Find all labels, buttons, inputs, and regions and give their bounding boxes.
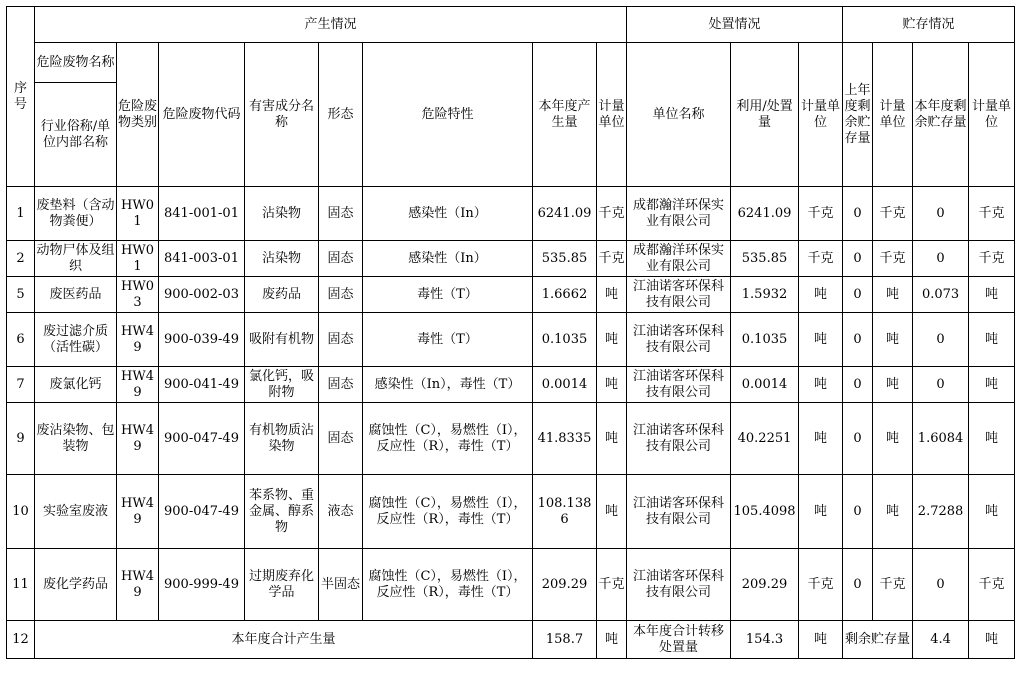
header-seq: 序号 — [7, 7, 35, 187]
cell-seq: 2 — [7, 241, 35, 277]
cell-unit1: 千克 — [597, 549, 627, 621]
header-code: 危险废物代码 — [159, 43, 245, 187]
cell-output: 535.85 — [533, 241, 597, 277]
cell-unit3: 千克 — [873, 187, 913, 241]
table-row — [7, 549, 1015, 621]
cell-category: HW49 — [117, 403, 159, 475]
cell-form: 固态 — [319, 313, 363, 367]
cell-unit2: 吨 — [799, 403, 843, 475]
cell-form: 固态 — [319, 187, 363, 241]
cell-seq: 10 — [7, 475, 35, 549]
cell-seq: 6 — [7, 313, 35, 367]
cell-harmful: 氯化钙，吸附物 — [245, 367, 319, 403]
cell-hazard: 腐蚀性（C），易燃性（I），反应性（R），毒性（T） — [363, 475, 533, 549]
header-form: 形态 — [319, 43, 363, 187]
cell-name: 废垫料（含动物粪便） — [35, 187, 117, 241]
cell-name: 废氯化钙 — [35, 367, 117, 403]
cell-unit4: 吨 — [969, 313, 1015, 367]
cell-unit3: 千克 — [873, 241, 913, 277]
cell-seq: 5 — [7, 277, 35, 313]
cell-output: 0.1035 — [533, 313, 597, 367]
cell-disposal: 535.85 — [731, 241, 799, 277]
cell-disposal: 40.2251 — [731, 403, 799, 475]
cell-unit4: 千克 — [969, 241, 1015, 277]
cell-unit1: 吨 — [597, 277, 627, 313]
table-row — [7, 277, 1015, 313]
cell-unit2: 千克 — [799, 187, 843, 241]
cell-unit3: 吨 — [873, 313, 913, 367]
cell-remain-storage: 0 — [913, 241, 969, 277]
cell-unit1: 千克 — [597, 187, 627, 241]
cell-remain-storage: 2.7288 — [913, 475, 969, 549]
header-hazard: 危险特性 — [363, 43, 533, 187]
total-output: 158.7 — [533, 621, 597, 659]
table-row — [7, 187, 1015, 241]
cell-remain-storage: 0 — [913, 549, 969, 621]
header-unit4: 计量单位 — [969, 43, 1015, 187]
cell-code: 900-041-49 — [159, 367, 245, 403]
cell-unit1: 千克 — [597, 241, 627, 277]
cell-company: 江油诺客环保科技有限公司 — [627, 475, 731, 549]
header-name-sub: 行业俗称/单位内部名称 — [35, 83, 117, 187]
group-storage: 贮存情况 — [843, 7, 1015, 43]
cell-category: HW03 — [117, 277, 159, 313]
cell-form: 固态 — [319, 403, 363, 475]
cell-prev-storage: 0 — [843, 549, 873, 621]
cell-hazard: 毒性（T） — [363, 313, 533, 367]
cell-company: 成都瀚洋环保实业有限公司 — [627, 187, 731, 241]
header-unit1: 计量单位 — [597, 43, 627, 187]
header-unit2: 计量单位 — [799, 43, 843, 187]
cell-prev-storage: 0 — [843, 277, 873, 313]
cell-unit3: 吨 — [873, 403, 913, 475]
cell-unit2: 吨 — [799, 367, 843, 403]
cell-seq: 11 — [7, 549, 35, 621]
cell-name: 废过滤介质（活性碳） — [35, 313, 117, 367]
header-company: 单位名称 — [627, 43, 731, 187]
cell-form: 半固态 — [319, 549, 363, 621]
cell-unit3: 吨 — [873, 277, 913, 313]
total-output-label: 本年度合计产生量 — [35, 621, 533, 659]
cell-hazard: 腐蚀性（C），易燃性（I），反应性（R），毒性（T） — [363, 403, 533, 475]
header-harmful: 有害成分名称 — [245, 43, 319, 187]
group-production: 产生情况 — [35, 7, 627, 43]
cell-unit1: 吨 — [597, 367, 627, 403]
cell-output: 1.6662 — [533, 277, 597, 313]
cell-code: 841-003-01 — [159, 241, 245, 277]
cell-form: 液态 — [319, 475, 363, 549]
cell-unit2: 吨 — [799, 475, 843, 549]
cell-unit1: 吨 — [597, 313, 627, 367]
cell-code: 900-039-49 — [159, 313, 245, 367]
cell-company: 江油诺客环保科技有限公司 — [627, 549, 731, 621]
cell-unit3: 吨 — [873, 367, 913, 403]
header-name-top: 危险废物名称 — [35, 43, 117, 83]
cell-disposal: 105.4098 — [731, 475, 799, 549]
table-row — [7, 367, 1015, 403]
total-disposal-label: 本年度合计转移处置量 — [627, 621, 731, 659]
cell-company: 江油诺客环保科技有限公司 — [627, 313, 731, 367]
total-remain-label: 剩余贮存量 — [843, 621, 913, 659]
total-unit1: 吨 — [597, 621, 627, 659]
cell-unit4: 吨 — [969, 403, 1015, 475]
cell-code: 900-999-49 — [159, 549, 245, 621]
cell-unit3: 吨 — [873, 475, 913, 549]
cell-name: 实验室废液 — [35, 475, 117, 549]
cell-prev-storage: 0 — [843, 313, 873, 367]
cell-remain-storage: 1.6084 — [913, 403, 969, 475]
cell-disposal: 6241.09 — [731, 187, 799, 241]
cell-harmful: 吸附有机物 — [245, 313, 319, 367]
cell-harmful: 苯系物、重金属、醇系物 — [245, 475, 319, 549]
cell-name: 废医药品 — [35, 277, 117, 313]
cell-category: HW01 — [117, 241, 159, 277]
cell-output: 209.29 — [533, 549, 597, 621]
cell-code: 900-002-03 — [159, 277, 245, 313]
header-prev-storage: 上年度剩余贮存量 — [843, 43, 873, 187]
header-disposal-qty: 利用/处置量 — [731, 43, 799, 187]
total-disposal: 154.3 — [731, 621, 799, 659]
cell-remain-storage: 0.073 — [913, 277, 969, 313]
cell-category: HW01 — [117, 187, 159, 241]
group-disposal: 处置情况 — [627, 7, 843, 43]
cell-prev-storage: 0 — [843, 241, 873, 277]
hazardous-waste-table — [6, 6, 1015, 659]
cell-unit4: 吨 — [969, 367, 1015, 403]
cell-unit2: 吨 — [799, 313, 843, 367]
header-category: 危险废物类别 — [117, 43, 159, 187]
cell-disposal: 0.1035 — [731, 313, 799, 367]
header-unit3: 计量单位 — [873, 43, 913, 187]
cell-category: HW49 — [117, 313, 159, 367]
cell-name: 动物尸体及组织 — [35, 241, 117, 277]
cell-output: 6241.09 — [533, 187, 597, 241]
cell-unit4: 千克 — [969, 549, 1015, 621]
cell-hazard: 感染性（In） — [363, 187, 533, 241]
cell-company: 成都瀚洋环保实业有限公司 — [627, 241, 731, 277]
cell-harmful: 沾染物 — [245, 241, 319, 277]
cell-disposal: 209.29 — [731, 549, 799, 621]
cell-unit4: 千克 — [969, 187, 1015, 241]
cell-code: 900-047-49 — [159, 403, 245, 475]
cell-form: 固态 — [319, 367, 363, 403]
total-seq: 12 — [7, 621, 35, 659]
cell-company: 江油诺客环保科技有限公司 — [627, 403, 731, 475]
cell-hazard: 感染性（In），毒性（T） — [363, 367, 533, 403]
cell-output: 0.0014 — [533, 367, 597, 403]
cell-unit2: 吨 — [799, 277, 843, 313]
total-unit2: 吨 — [799, 621, 843, 659]
cell-category: HW49 — [117, 367, 159, 403]
cell-seq: 9 — [7, 403, 35, 475]
cell-prev-storage: 0 — [843, 367, 873, 403]
cell-unit2: 千克 — [799, 241, 843, 277]
cell-unit4: 吨 — [969, 475, 1015, 549]
cell-harmful: 有机物质沾染物 — [245, 403, 319, 475]
cell-harmful: 废药品 — [245, 277, 319, 313]
table-row — [7, 241, 1015, 277]
cell-hazard: 感染性（In） — [363, 241, 533, 277]
cell-seq: 1 — [7, 187, 35, 241]
cell-disposal: 0.0014 — [731, 367, 799, 403]
cell-category: HW49 — [117, 549, 159, 621]
header-annual-output: 本年度产生量 — [533, 43, 597, 187]
cell-name: 废沾染物、包装物 — [35, 403, 117, 475]
table-row — [7, 313, 1015, 367]
cell-harmful: 沾染物 — [245, 187, 319, 241]
cell-output: 108.1386 — [533, 475, 597, 549]
cell-hazard: 腐蚀性（C），易燃性（I），反应性（R），毒性（T） — [363, 549, 533, 621]
cell-disposal: 1.5932 — [731, 277, 799, 313]
cell-form: 固态 — [319, 277, 363, 313]
total-unit3: 吨 — [969, 621, 1015, 659]
cell-form: 固态 — [319, 241, 363, 277]
cell-prev-storage: 0 — [843, 475, 873, 549]
cell-remain-storage: 0 — [913, 187, 969, 241]
cell-company: 江油诺客环保科技有限公司 — [627, 367, 731, 403]
cell-unit3: 千克 — [873, 549, 913, 621]
cell-unit1: 吨 — [597, 403, 627, 475]
cell-category: HW49 — [117, 475, 159, 549]
total-remain: 4.4 — [913, 621, 969, 659]
cell-unit4: 吨 — [969, 277, 1015, 313]
cell-harmful: 过期废弃化学品 — [245, 549, 319, 621]
cell-hazard: 毒性（T） — [363, 277, 533, 313]
cell-remain-storage: 0 — [913, 367, 969, 403]
cell-name: 废化学药品 — [35, 549, 117, 621]
cell-prev-storage: 0 — [843, 403, 873, 475]
cell-seq: 7 — [7, 367, 35, 403]
cell-code: 900-047-49 — [159, 475, 245, 549]
table-row — [7, 475, 1015, 549]
cell-unit2: 千克 — [799, 549, 843, 621]
cell-output: 41.8335 — [533, 403, 597, 475]
header-remain-storage: 本年度剩余贮存量 — [913, 43, 969, 187]
cell-unit1: 吨 — [597, 475, 627, 549]
table-row — [7, 403, 1015, 475]
cell-company: 江油诺客环保科技有限公司 — [627, 277, 731, 313]
cell-code: 841-001-01 — [159, 187, 245, 241]
cell-prev-storage: 0 — [843, 187, 873, 241]
cell-remain-storage: 0 — [913, 313, 969, 367]
